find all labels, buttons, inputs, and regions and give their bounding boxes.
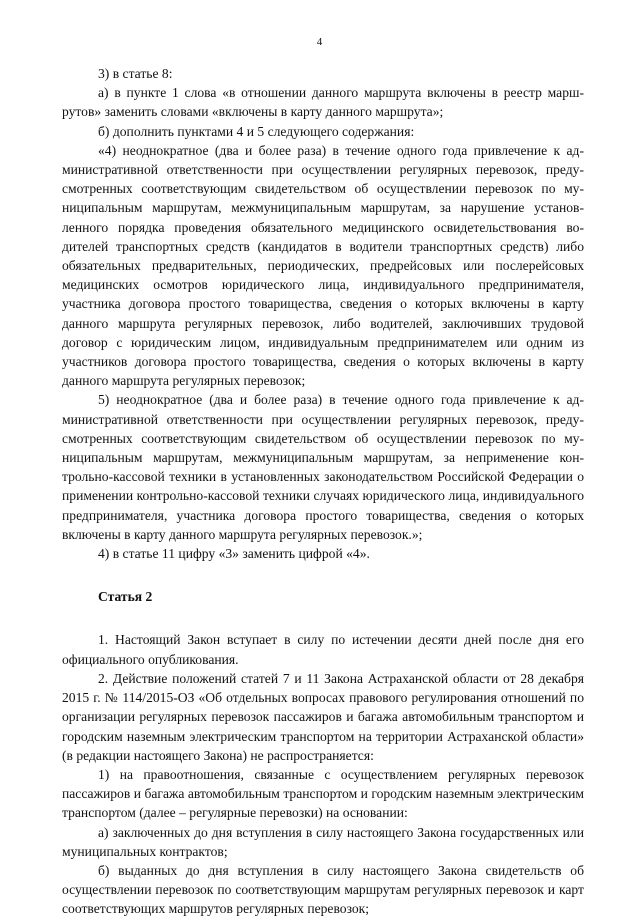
page-number: 4 [316,36,323,48]
paragraph: «4) неоднократное (два и более раза) в течение одного года привлечение к административной ответственности при осуществлении регулярных перевозок, предусмотренных соответствующим свидетельством об осуществлении перевозок по муниципальным маршрутам, межмуниципальным маршрутам, за нарушение установленного порядка проведения обязательного медицинского освидетельствования водителей транспортных средств (кандидатов в водители транспортных средств) либо обязательных предварительных, периодических, предрейсовых или послерейсовых медицинских осмотров юридического лица, индивидуального предпринимателя, участника договора простого товарищества, сведения о которых включены в карту данного маршрута регулярных перевозок, либо водителей, заключивших трудовой договор с юридическим лицом, индивидуальным предпринимателем или одним из участников договора простого товарищества, сведения о которых включены в карту данного маршрута регулярных перевозок; [62,142,584,389]
paragraph: а) в пункте 1 слова «в отношении данного маршрута включены в реестр маршрутов» заменить словами «включены в карту данного маршрута»; [62,85,584,120]
paragraph: б) дополнить пунктами 4 и 5 следующего содержания: [98,123,415,139]
article-heading: Статья 2 [98,589,153,605]
paragraph: 5) неоднократное (два и более раза) в течение одного года привлечение к административной ответственности при осуществлении регулярных перевозок, предусмотренных соответствующим свидетельством об осуществлении перевозок по муниципальным маршрутам, межмуниципальным маршрутам, за неприменение контрольно-кассовой техники в установленных законодательством Российской Федерации о применении контрольно-кассовой техники случаях юридического лица, индивидуального предпринимателя, участника договора простого товарищества, сведения о которых включены в карту данного маршрута регулярных перевозок.»; [62,392,584,542]
paragraph: б) выданных до дня вступления в силу настоящего Закона свидетельств об осуществлении перевозок по соответствующим маршрутам регулярных перевозок и карт соответствующих маршрутов регулярных перевозок; [62,862,584,917]
paragraph: 2. Действие положений статей 7 и 11 Закона Астраханской области от 28 декабря 2015 г. № 114/2015-ОЗ «Об отдельных вопросах правового регулирования отношений по организации регулярных перевозок пассажиров и багажа автомобильным транспортом и городским наземным электрическим транспортом на территории Астраханской области» (в редакции настоящего Закона) не распространяется: [62,670,584,763]
document-body [62,64,584,919]
paragraph: 1) на правоотношения, связанные с осуществлением регулярных перевозок пассажиров и багажа автомобильным транспортом и городским наземным электрическим транспортом (далее – регулярные перевозки) на основании: [62,766,584,821]
paragraph: 4) в статье 11 цифру «3» заменить цифрой «4». [98,546,370,562]
paragraph: 1. Настоящий Закон вступает в силу по истечении десяти дней после дня его официального опубликования. [62,632,584,667]
paragraph: а) заключенных до дня вступления в силу настоящего Закона государственных или муниципальных контрактов; [62,824,584,859]
paragraph: 3) в статье 8: [98,66,173,81]
